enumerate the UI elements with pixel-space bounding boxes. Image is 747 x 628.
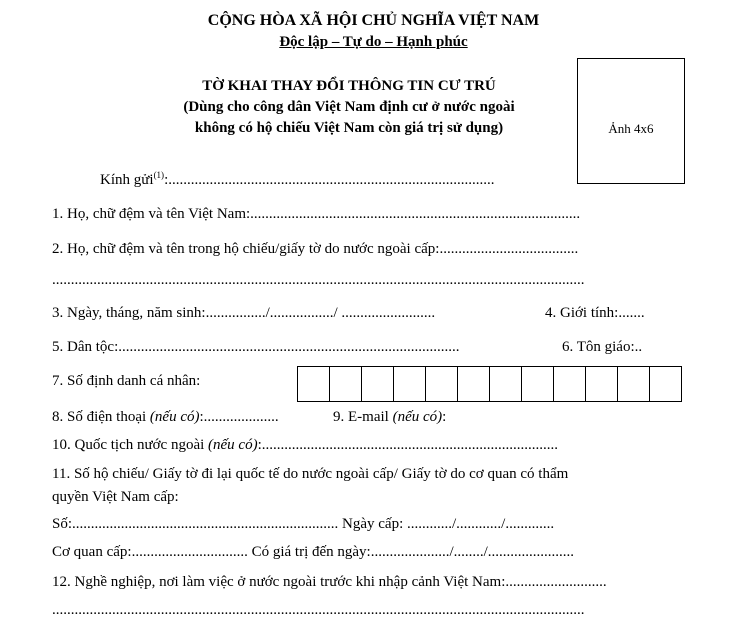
motto-text: Độc lập – Tự do – Hạnh phúc [279, 34, 468, 50]
photo-box [577, 58, 685, 184]
id-cell[interactable] [330, 367, 362, 401]
field-12-continuation[interactable]: .............................................................................................................................................. [52, 602, 585, 618]
field-9-email[interactable] [333, 409, 446, 426]
field-7-label: 7. Số định danh cá nhân: [52, 373, 201, 389]
photo-label: Ảnh 4x6 [608, 121, 654, 136]
field-3-date-of-birth[interactable]: 3. Ngày, tháng, năm sinh:................/................./ ......................... [52, 305, 436, 321]
field-6-religion[interactable]: 6. Tôn giáo:.. [562, 339, 643, 355]
kinh-gui-label: Kính gửi [100, 172, 154, 188]
field-1-vietnamese-name[interactable]: 1. Họ, chữ đệm và tên Việt Nam:........................................................................................ [52, 206, 581, 222]
field-11-line1: 11. Số hộ chiếu/ Giấy tờ đi lại quốc tế do nước ngoài cấp/ Giấy tờ do cơ quan có thẩm [52, 466, 569, 482]
field-4-gender[interactable]: 4. Giới tính:....... [545, 305, 645, 321]
id-cell[interactable] [298, 367, 330, 401]
field-12-occupation[interactable]: 12. Nghề nghiệp, nơi làm việc ở nước ngoài trước khi nhập cảnh Việt Nam:........................... [52, 574, 607, 590]
motto [0, 34, 747, 51]
field-9-note: (nếu có) [392, 409, 443, 425]
form-title: TỜ KHAI THAY ĐỔI THÔNG TIN CƯ TRÚ [202, 78, 496, 94]
id-cell[interactable] [362, 367, 394, 401]
field-10-foreign-nationality[interactable] [52, 437, 558, 454]
field-10-label: 10. Quốc tịch nước ngoài [52, 437, 205, 453]
national-title: CỘNG HÒA XÃ HỘI CHỦ NGHĨA VIỆT NAM [207, 12, 540, 29]
id-cell[interactable] [650, 367, 682, 401]
field-9-dots[interactable]: : [442, 409, 447, 425]
field-10-note: (nếu có) [208, 437, 258, 453]
kinh-gui-field[interactable]: :....................................................................................... [164, 172, 495, 188]
field-11-line2: quyền Việt Nam cấp: [52, 489, 179, 505]
field-8-phone[interactable] [52, 409, 279, 426]
issuing-authority-and-expiry[interactable]: Cơ quan cấp:............................... Có giá trị đến ngày:...................../......../....................... [52, 544, 575, 560]
field-2-passport-name[interactable]: 2. Họ, chữ đệm và tên trong hộ chiếu/giấy tờ do nước ngoài cấp:..................................... [52, 241, 579, 257]
id-cell[interactable] [458, 367, 490, 401]
id-cell[interactable] [554, 367, 586, 401]
id-cell[interactable] [618, 367, 650, 401]
id-cell[interactable] [426, 367, 458, 401]
passport-number-and-issue-date[interactable]: Số:....................................................................... Ngày cấp: ............/............/............. [52, 516, 555, 532]
id-cell[interactable] [522, 367, 554, 401]
kinh-gui-line [100, 170, 494, 189]
field-8-label: 8. Số điện thoại [52, 409, 147, 425]
field-5-ethnicity[interactable]: 5. Dân tộc:........................................................................................... [52, 339, 460, 355]
field-9-label: 9. E-mail [333, 409, 389, 425]
id-cell[interactable] [394, 367, 426, 401]
form-subtitle-line1: (Dùng cho công dân Việt Nam định cư ở nước ngoài [183, 99, 515, 115]
field-8-note: (nếu có) [149, 409, 200, 425]
id-cell[interactable] [490, 367, 522, 401]
id-number-grid[interactable] [297, 366, 682, 402]
form-subtitle-line2: không có hộ chiếu Việt Nam còn giá trị sử dụng) [194, 120, 504, 136]
kinh-gui-footnote: (1) [153, 170, 165, 180]
field-10-dots[interactable]: :............................................................................... [257, 437, 559, 453]
id-cell[interactable] [586, 367, 618, 401]
field-2-continuation[interactable]: .............................................................................................................................................. [52, 272, 585, 288]
field-8-dots[interactable]: :.................... [199, 409, 279, 425]
